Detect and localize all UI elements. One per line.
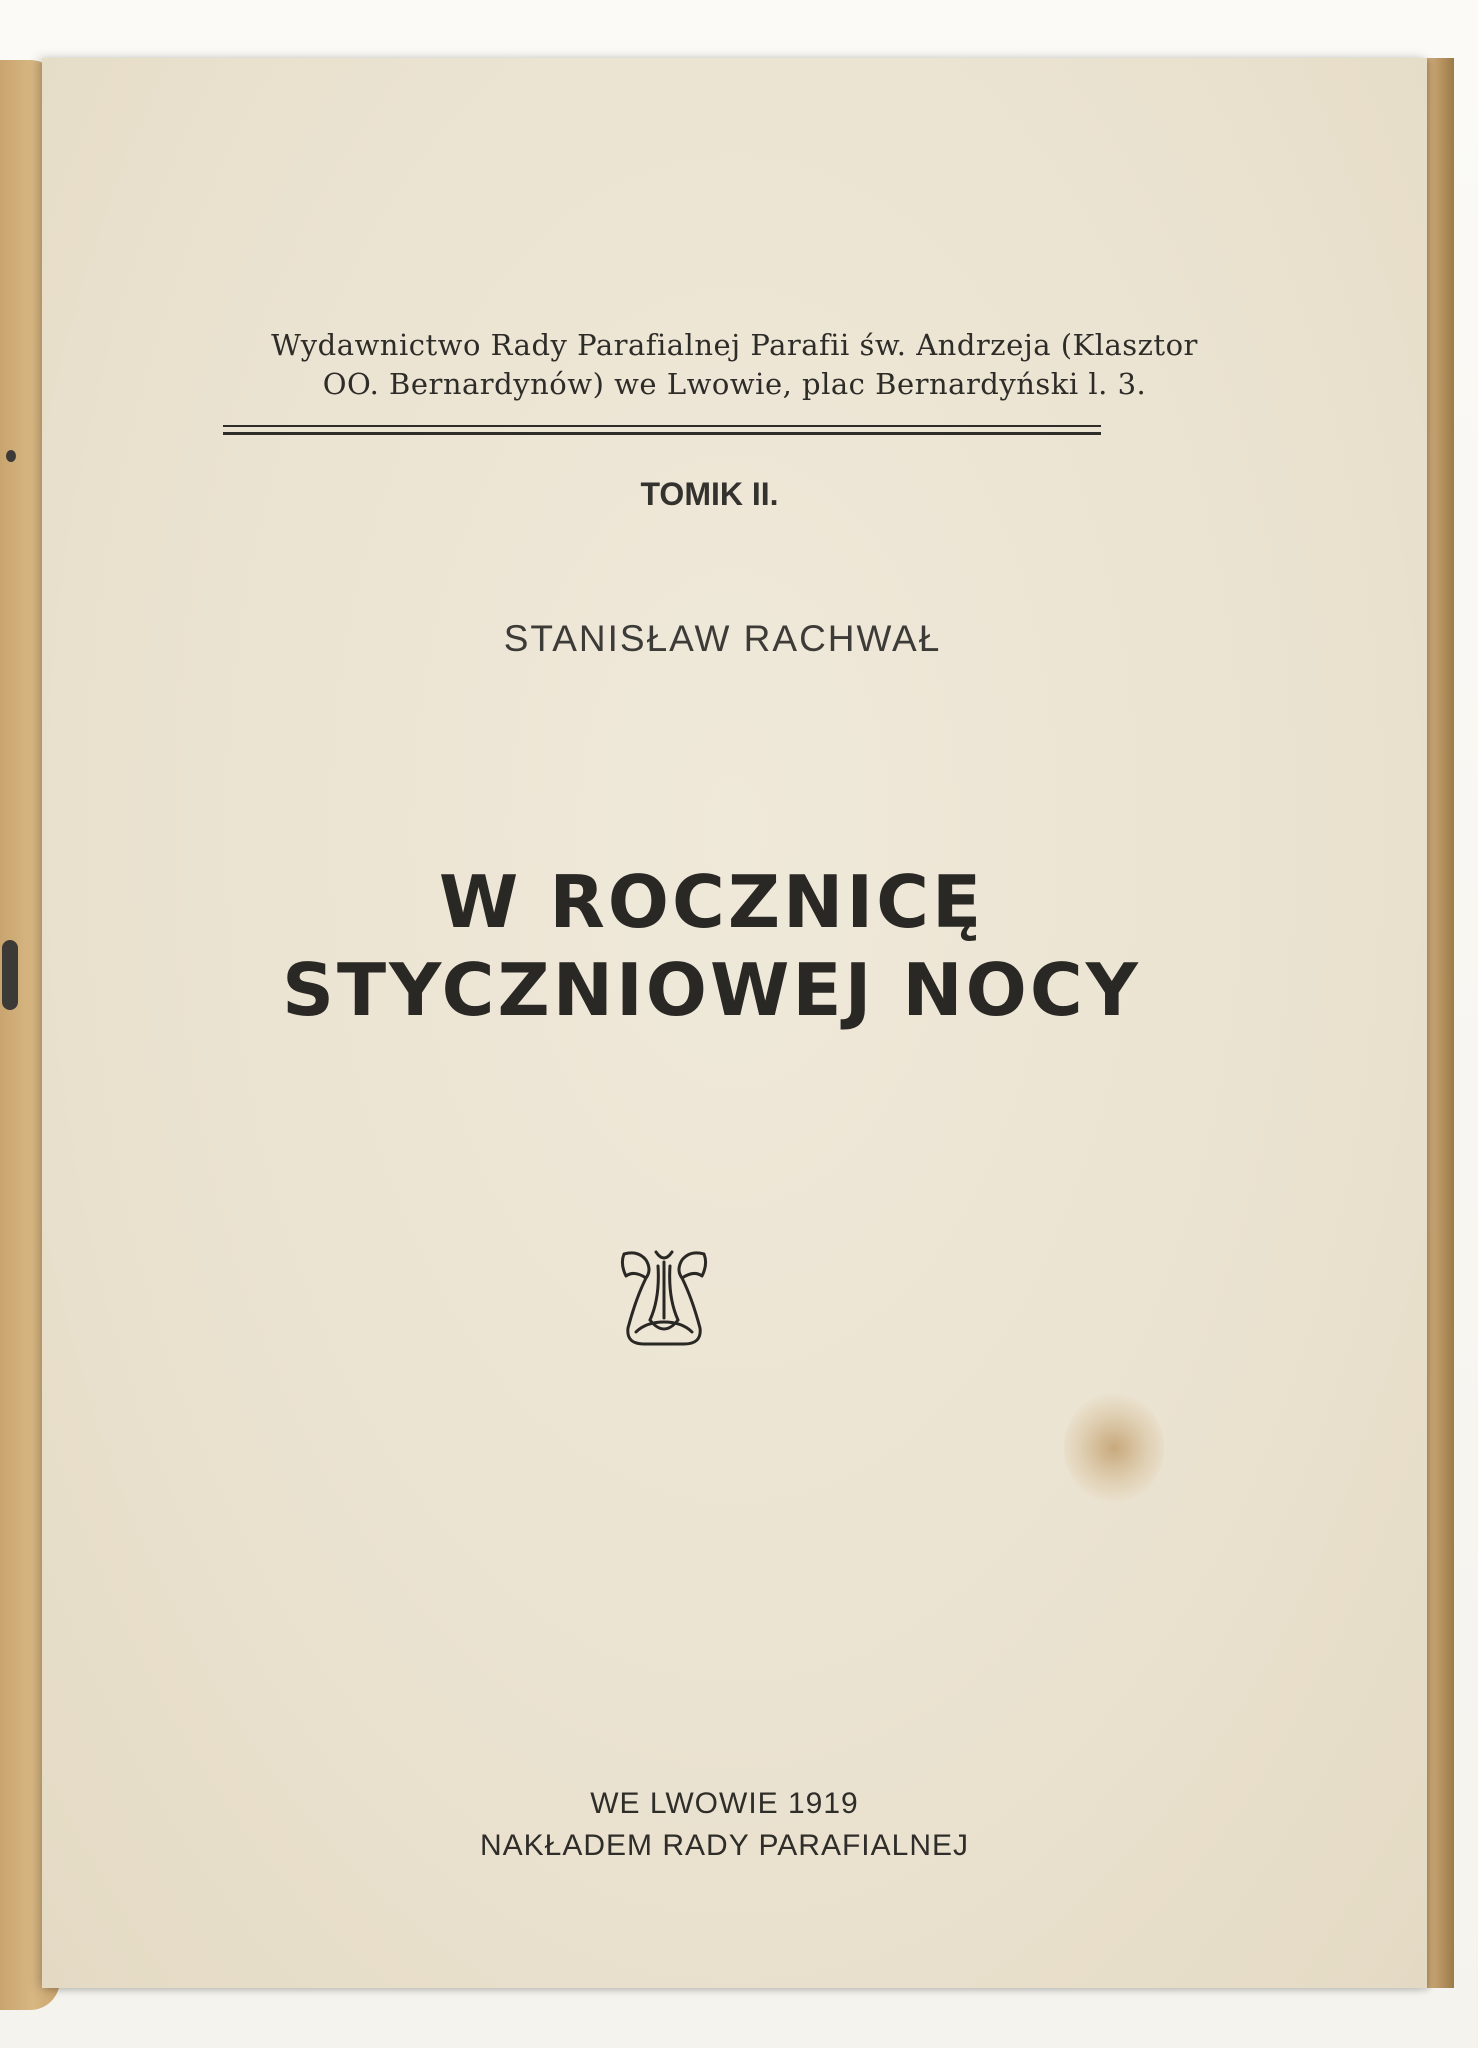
title-page [42,58,1427,1988]
publisher-block [42,326,1427,404]
imprint-block [32,1783,1417,1867]
top-rule [223,425,1101,427]
publisher-line-1: Wydawnictwo Rady Parafialnej Parafii św. Andrzeja (Klasztor [271,328,1198,362]
imprint-place-year: WE LWOWIE 1919 [590,1787,859,1820]
floral-ornament-icon [616,1248,712,1350]
foxing-stain [1064,1393,1164,1503]
left-page-mark [6,450,16,462]
title-line-2: STYCZNIOWEJ NOCY [282,948,1141,1032]
publisher-line-2: OO. Bernardynów) we Lwowie, plac Bernardyński l. 3. [322,367,1147,401]
bottom-rule [223,432,1101,435]
volume-label: TOMIK II. [640,476,779,512]
author-name: STANISŁAW RACHWAŁ [503,618,942,659]
book-title [19,858,1404,1034]
left-page-mark [2,940,18,1010]
imprint-publisher: NAKŁADEM RADY PARAFIALNEJ [479,1829,970,1862]
title-line-1: W ROCZNICĘ [438,860,985,944]
